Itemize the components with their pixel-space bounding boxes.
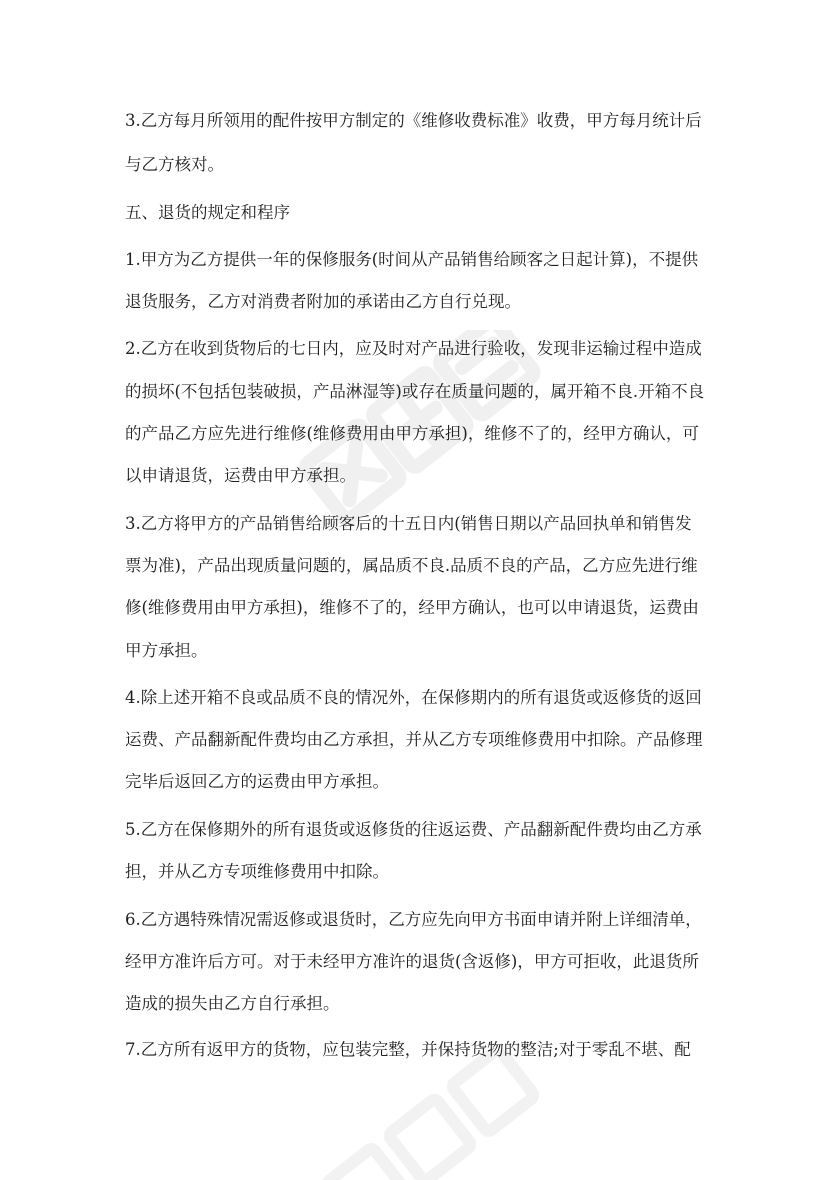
text-line: 造成的损失由乙方自行承担。 [125,994,340,1013]
text-line: 3.乙方每月所领用的配件按甲方制定的《维修收费标准》收费，甲方每月统计后 [125,111,702,130]
text-line: 2.乙方在收到货物后的七日内，应及时对产品进行验收，发现非运输过程中造成 [125,339,702,358]
section-heading: 五、退货的规定和程序 [125,203,290,222]
watermark-bottom-icon [300,1050,560,1180]
text-line: 担，并从乙方专项维修费用中扣除。 [125,862,389,881]
text-line: 1.甲方为乙方提供一年的保修服务(时间从产品销售给顾客之日起计算)，不提供 [125,250,699,269]
text-line: 的产品乙方应先进行维修(维修费用由甲方承担)，维修不了的，经甲方确认，可 [125,424,699,443]
text-line: 5.乙方在保修期外的所有退货或返修货的往返运费、产品翻新配件费均由乙方承 [125,820,702,839]
text-line: 退货服务，乙方对消费者附加的承诺由乙方自行兑现。 [125,292,521,311]
text-line: 票为准)，产品出现质量问题的，属品质不良.品质不良的产品，乙方应先进行维 [125,556,698,575]
text-line: 的损坏(不包括包装破损，产品淋湿等)或存在质量问题的，属开箱不良.开箱不良 [125,382,705,401]
text-line: 经甲方准许后方可。对于未经甲方准许的退货(含返修)，甲方可拒收，此退货所 [125,952,699,971]
text-line: 6.乙方遇特殊情况需返修或退货时，乙方应先向甲方书面申请并附上详细清单， [125,910,702,929]
text-line: 3.乙方将甲方的产品销售给顾客后的十五日内(销售日期以产品回执单和销售发 [125,514,692,533]
text-line: 运费、产品翻新配件费均由乙方承担，并从乙方专项维修费用中扣除。产品修理 [125,730,703,749]
text-line: 以申请退货，运费由甲方承担。 [125,466,356,485]
text-line: 修(维修费用由甲方承担)，维修不了的，经甲方确认，也可以申请退货，运费由 [125,598,699,617]
text-line: 与乙方核对。 [125,155,224,174]
text-line: 完毕后返回乙方的运费由甲方承担。 [125,772,389,791]
text-line: 4.除上述开箱不良或品质不良的情况外，在保修期内的所有退货或返修货的返回 [125,688,702,707]
text-line: 7.乙方所有返甲方的货物，应包装完整，并保持货物的整洁;对于零乱不堪、配 [125,1040,691,1059]
text-line: 甲方承担。 [125,641,208,660]
